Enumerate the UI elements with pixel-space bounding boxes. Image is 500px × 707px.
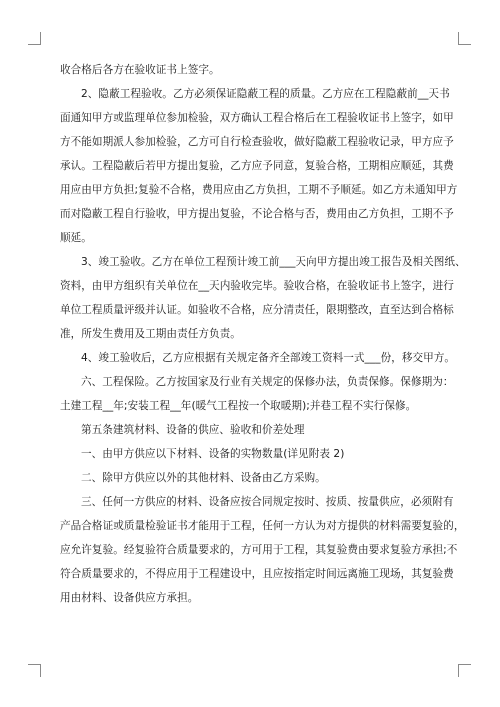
text-line: 应允许复验。经复验符合质量要求的，方可用于工程，其复验费由要求复验方承担;不 [60, 544, 458, 556]
text-line: 面通知甲方或监理单位参加检验，双方确认工程合格后在工程验收证书上签字，如甲 [60, 112, 454, 124]
text-line: 用由材料、设备供应方承担。 [60, 592, 199, 604]
text-line: 资料，由甲方组织有关单位在__天内验收完毕。验收合格，在验收证书上签字，进行 [60, 280, 454, 292]
text-line: 一、由甲方供应以下材料、设备的实物数量(详见附表 2) [81, 448, 345, 460]
text-line: 二、除甲方供应以外的其他材料、设备由乙方采购。 [81, 472, 326, 484]
text-line: 收合格后各方在验收证书上签字。 [60, 64, 220, 76]
crop-mark-top-right [458, 32, 471, 45]
crop-mark-bottom-right [458, 664, 471, 677]
document-body [60, 63, 466, 615]
text-line: 第五条建筑材料、设备的供应、验收和价差处理 [81, 424, 305, 436]
text-line: 顺延。 [60, 232, 92, 244]
text-line: 承认。工程隐蔽后若甲方提出复验，乙方应予同意，复验合格，工期相应顺延，其费 [60, 160, 454, 172]
crop-mark-bottom-left [28, 664, 41, 677]
text-line: 4、竣工验收后，乙方应根据有关规定备齐全部竣工资料一式___份，移交甲方。 [81, 352, 456, 364]
text-line: 方不能如期派人参加检验，乙方可自行检查验收，做好隐蔽工程验收记录，甲方应予 [60, 136, 454, 148]
text-line: 产品合格证或质量检验证书才能用于工程，任何一方认为对方提供的材料需要复验的， [60, 520, 465, 532]
text-line: 符合质量要求的，不得应用于工程建设中，且应按指定时间远离施工现场，其复验费 [60, 568, 454, 580]
text-line: 单位工程质量评级并认证。如验收不合格，应分清责任，限期整改，直至达到合格标 [60, 304, 454, 316]
text-line: 3、竣工验收。乙方在单位工程预计竣工前___天向甲方提出竣工报告及相关图纸、 [81, 256, 466, 268]
crop-mark-top-left [28, 32, 41, 45]
text-line: 土建工程__年;安装工程__年(暖气工程按一个取暖期);并巷工程不实行保修。 [60, 400, 417, 412]
text-line: 六、工程保险。乙方按国家及行业有关规定的保修办法，负责保修。保修期为： [81, 376, 454, 388]
text-line: 而对隐蔽工程自行验收，甲方提出复验，不论合格与否，费用由乙方负担，工期不予 [60, 208, 454, 220]
text-line: 2、隐蔽工程验收。乙方必须保证隐蔽工程的质量。乙方应在工程隐蔽前__天书 [81, 88, 450, 100]
text-line: 用应由甲方负担;复验不合格，费用应由乙方负担，工期不予顺延。如乙方未通知甲方 [60, 184, 458, 196]
text-line: 准，所发生费用及工期由责任方负责。 [60, 328, 241, 340]
text-line: 三、任何一方供应的材料、设备应按合同规定按时、按质、按量供应，必须附有 [81, 496, 454, 508]
